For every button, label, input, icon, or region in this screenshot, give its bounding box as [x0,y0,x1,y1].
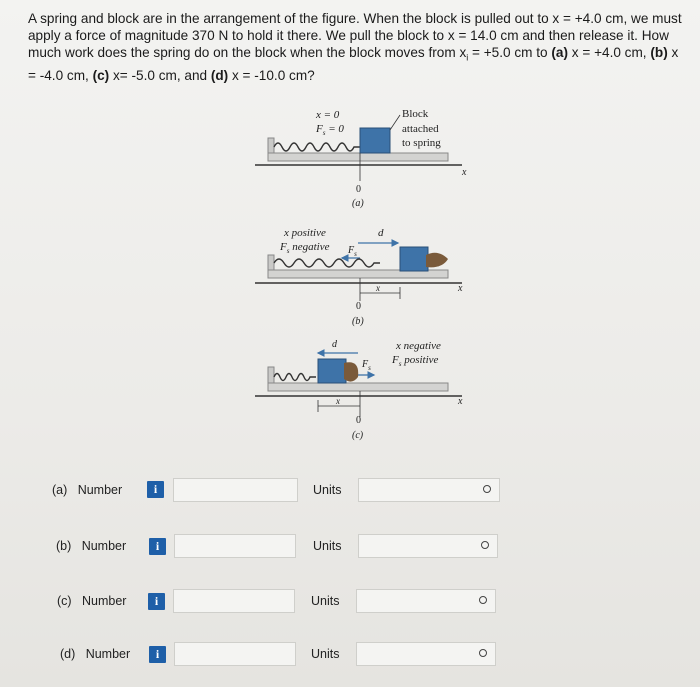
chevron-down-icon [479,649,487,657]
units-select-d[interactable] [356,642,496,666]
spring-c [274,374,316,381]
svg-text:Block: Block [402,108,429,120]
number-input-c[interactable] [173,589,295,613]
d-vector-label-b: d [378,227,384,239]
zero-a: 0 [356,184,361,195]
svg-text:x: x [458,396,463,407]
caption-c: (c) [352,430,364,441]
answer-row-a [0,477,700,507]
question-text: A spring and block are in the arrangement of the figure. When the block is pulled out to x = +4.0 cm, we must apply a force of magnitude 370 N to hold it there. We pull the block to x = 14.0 cm and then release it. How much work does the spring do on the block when the block moves from $x_i = +5.0$ cm to (a) x = +4.0 cm, (b) x = -4.0 cm, (c) x= -5.0 cm, and (d) x = -10.0 cm? [28,11,682,84]
info-icon[interactable]: i [149,538,166,555]
floor-c [268,383,448,391]
units-select-a[interactable] [358,478,500,502]
svg-text:to spring: to spring [402,137,441,149]
block-b [400,247,428,271]
answer-row-d [0,641,700,671]
fs-vector-label-b: $F_s$ [348,245,357,258]
info-icon[interactable]: i [149,646,166,663]
answer-label-c: (c) Number [57,594,127,608]
spring-block-figure [240,95,490,455]
panel-b [255,227,463,327]
d-vector-label-c: d [332,339,337,350]
svg-text:x: x [336,396,340,406]
floor-a [268,153,448,161]
panel-a [255,108,467,209]
fs-vector-label-c: $F_s$ [362,359,371,372]
svg-text:x: x [376,283,380,293]
svg-text:x: x [462,167,467,178]
chevron-down-icon [483,485,491,493]
spring-b [274,259,380,267]
svg-text:Fs positive: $F_s$ positive [392,354,439,368]
caption-a: (a) [352,198,364,209]
units-select-b[interactable] [358,534,498,558]
svg-text:attached: attached [402,123,439,135]
svg-text:Fs negative: $F_s$ negative [280,241,330,255]
spring-a [274,143,360,151]
units-label-d: Units [311,647,340,661]
info-icon[interactable]: i [148,593,165,610]
svg-text:x negative: x negative [396,340,441,352]
hand-c [344,362,358,381]
units-label-a: Units [313,483,342,497]
zero-b: 0 [356,301,361,312]
number-input-d[interactable] [174,642,296,666]
info-icon[interactable]: i [147,481,164,498]
answer-row-c [0,588,700,618]
svg-text:x: x [458,283,463,294]
number-input-b[interactable] [174,534,296,558]
answer-label-a: (a) Number [52,483,123,497]
number-input-a[interactable] [173,478,298,502]
zero-c: 0 [356,415,361,426]
units-select-c[interactable] [356,589,496,613]
answer-label-d: (d) Number [60,647,131,661]
units-label-b: Units [313,539,342,553]
x-zero-label: x = 0 [316,109,340,121]
chevron-down-icon [481,541,489,549]
answer-label-b: (b) Number [56,539,127,553]
fs-label: $F_s = 0$ [316,123,344,137]
hand-b [426,253,448,268]
caption-b: (b) [352,316,364,327]
answer-row-b [0,533,700,563]
block-a [360,128,390,153]
svg-text:x positive: x positive [284,227,326,239]
units-label-c: Units [311,594,340,608]
block-c [318,359,346,383]
panel-c [255,339,463,441]
chevron-down-icon [479,596,487,604]
